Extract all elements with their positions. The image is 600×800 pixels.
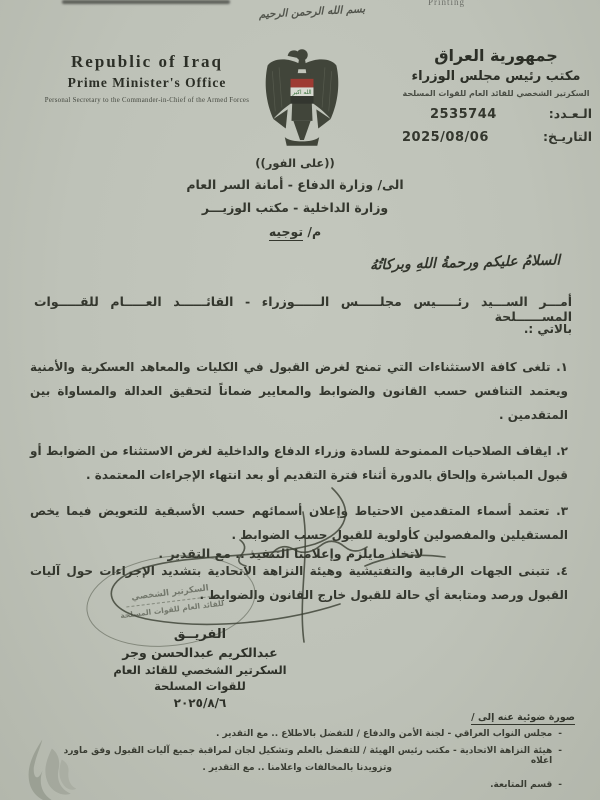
signer-name: عبدالكريم عبدالحسن وجر [122, 645, 278, 660]
svg-text:الله اكبر: الله اكبر [292, 90, 312, 97]
subject-prefix: م/ [307, 224, 322, 239]
item-4-text: تتبنى الجهات الرقابية والتفتيشية وهيئة النزاهة الاتحادية بتشديد الإجراءات حول آليات القبول ورصد ومتابعة أي حالة للقبول خارج القانون والضوابط . [30, 564, 568, 602]
recipient-4-text: قسم المتابعة. [490, 780, 553, 790]
closing-line: لاتخاذ مايلزم وإعلامنا التنفيذ .. مع التقدير . [158, 546, 424, 561]
addressee-line-1: الى/ وزارة الدفاع - أمانة السر العام [186, 177, 404, 192]
recipient-2-text: هيئة النزاهة الاتحادية - مكتب رئيس الهيئة / للتفضل بالعلم وتشكيل لجان لمراقبة جميع آليات القبول وفق ماورد اعلاه [63, 746, 553, 766]
recipient-4-bullet: - [558, 780, 562, 790]
greeting-line: السلامُ عليكم ورحمةُ اللهِ وبركاتُهُ [369, 252, 561, 274]
recipient-1-text: مجلس النواب العراقي - لجنة الأمن والدفاع / للتفضل بالاطلاع .. مع التقدير . [215, 729, 553, 739]
order-intro-follow: بالاتي :. [523, 322, 572, 336]
letterhead-ar-country: جمهورية العراق [434, 46, 558, 65]
item-2-text: ايقاف الصلاحيات الممنوحة للسادة وزراء الدفاع والداخلية لغرض الاستثناء من الضوابط أو قبول المباشرة وإلحاق بالدورة أثناء فترة التقديم أو بعد انتهاء الإجراءات المعتمدة . [30, 444, 568, 482]
letterhead-ar-secretary: السكرتير الشخصي للقائد العام للقوات المسلحة [402, 89, 590, 98]
reference-number-row [402, 106, 592, 122]
item-1-number: ١. [556, 360, 568, 374]
signature-date: ٢٠٢٥/٨/٦ [173, 696, 227, 710]
item-1-text: تلغى كافة الاستثناءات التي تمنح لغرض القبول في الكليات والمعاهد العسكرية والأمنية ويعتمد التنافس حسب القانون والضوابط والمعايير ضماناً لتحقيق العدالة والمساواة بين المتقدمين . [30, 360, 568, 422]
top-cutoff-text: Printing [428, 0, 466, 7]
letterhead-arabic [396, 46, 596, 98]
subject-text: توجيه [268, 224, 304, 239]
bismillah-calligraphy: بسم الله الرحمن الرحيم [258, 3, 366, 21]
letterhead-en-secretary: Personal Secretary to the Commander-in-Chief of the Armed Forces [44, 97, 250, 104]
iraq-eagle-emblem-icon [259, 44, 345, 154]
copy-distribution-heading: صورة ضوئية عنه إلى / [471, 712, 575, 723]
letterhead-en-country: Republic of Iraq [71, 52, 223, 71]
number-label: الـعـدد: [548, 106, 592, 121]
item-4-number: ٤. [556, 564, 568, 578]
addressee-line-2: وزارة الداخلية - مكتب الوزيـــر [201, 200, 389, 215]
signer-title-2: للقوات المسلحة [154, 679, 246, 693]
scan-edge-smudge [62, 0, 230, 4]
recipient-1-bullet: - [558, 729, 562, 739]
number-value: 2535744 [430, 107, 497, 122]
reference-date-row [402, 129, 592, 145]
copy-recipient-3 [490, 780, 562, 790]
order-item-1 [30, 355, 572, 427]
copy-recipient-1 [216, 729, 562, 739]
item-3-text: تعتمد أسماء المتقدمين الاحتياط وإعلان أسمائهم حسب الأسبقية للتعويض فيما يخص المستقيلين والمفصولين كأولوية للقبول حسب الضوابط . [30, 504, 568, 542]
item-3-number: ٣. [556, 504, 569, 518]
letterhead-ar-office: مكتب رئيس مجلس الوزراء [411, 69, 581, 84]
item-2-number: ٢. [556, 444, 568, 458]
order-intro-line: أمـــر الســـيد رئـــــيس مجلـــــس الــــــوزراء - القائــــــد العـــــام للقـــــوات المســــــلحة [34, 294, 572, 324]
letterhead-english [28, 52, 266, 104]
date-label: التاريـخ: [543, 129, 592, 144]
stamp-line-1: السكرتير الشخصي [130, 583, 210, 603]
stamp-line-2: للقائد العام للقوات المسلحة [119, 598, 225, 621]
subject-line [0, 224, 590, 239]
flame-watermark-icon [9, 731, 85, 800]
letterhead-en-office: Prime Minister's Office [67, 75, 227, 90]
signer-title-1: السكرتير الشخصي للقائد العام [113, 663, 287, 677]
urgency-note: ((على الفور)) [255, 156, 335, 170]
signer-rank: الفريــق [173, 627, 227, 642]
recipient-2-bullet: - [558, 746, 562, 756]
date-value: 2025/08/06 [402, 130, 489, 145]
copy-recipient-2-continuation [202, 763, 392, 773]
recipient-3-text: وتزويدنا بالمخالفات واعلامنا .. مع التقدير . [202, 763, 392, 773]
signature-block [105, 627, 295, 710]
